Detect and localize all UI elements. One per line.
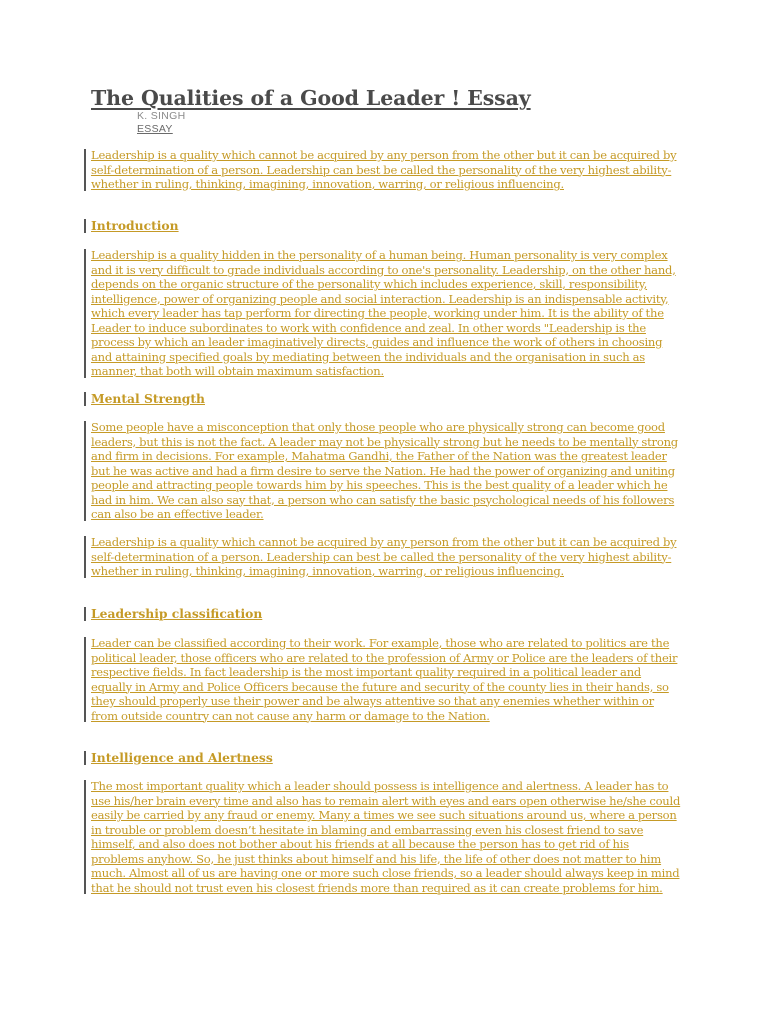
paragraph-block [84, 535, 683, 579]
margin-bar [84, 219, 86, 233]
document-title: The Qualities of a Good Leader ! Essay [91, 86, 531, 110]
paragraph: Some people have a misconception that only those people who are physically strong can become good leaders, but this is not the fact. A leader may not be physically strong but he needs to be mentally strong and firm in decisions. For example, Mahatma Gandhi, the Father of the Nation was the greatest leader but he was active and had a firm desire to serve the Nation. He had the power of organizing and uniting people and attracting people towards him by his speeches. This is the best quality of a leader which he had in him. We can also say that, a person who can satisfy the basic psychological needs of his followers can also be an effective leader. [91, 420, 678, 521]
section-heading-introduction: Introduction [91, 218, 179, 233]
paragraph: Leadership is a quality which cannot be acquired by any person from the other but it can be acquired by self-determination of a person. Leadership can best be called the personality of the very highest ability-whether in ruling, thinking, imagining, innovation, warring, or religious influencing. [91, 535, 677, 578]
section-heading-intelligence-and-alertness: Intelligence and Alertness [91, 750, 273, 765]
author-name: K. SINGH [137, 110, 186, 122]
margin-bar [84, 751, 86, 765]
paragraph: The most important quality which a leader should possess is intelligence and alertness. A leader has to use his/her brain every time and also has to remain alert with eyes and ears open otherwise he/she could easily be carried by any fraud or enemy. Many a times we see such situations around us, where a person in trouble or problem doesn’t hesitate in blaming and embarrassing even his closest friend to save himself, and also does not bother about his friends at all because the person has to get rid of his problems anyhow. So, he just thinks about himself and his life, the life of other does not matter to him much. Almost all of us are having one or more such close friends, so a leader should always keep in mind that he should not trust even his closest friends more than required as it can create problems for him. [91, 779, 681, 895]
margin-bar [84, 249, 86, 378]
category-link[interactable]: ESSAY [137, 123, 173, 135]
section-heading-block [84, 218, 179, 234]
margin-bar [84, 780, 86, 894]
paragraph-block [84, 779, 683, 895]
intro-paragraph-block [84, 148, 683, 192]
margin-bar [84, 421, 86, 521]
margin-bar [84, 607, 86, 621]
paragraph-block [84, 248, 683, 379]
paragraph: Leadership is a quality which cannot be acquired by any person from the other but it can be acquired by self-determination of a person. Leadership can best be called the personality of the very highest ability-whether in ruling, thinking, imagining, innovation, warring, or religious influencing. [91, 148, 677, 191]
margin-bar [84, 536, 86, 578]
section-heading-block [84, 750, 273, 766]
section-heading-leadership-classification: Leadership classification [91, 606, 263, 621]
paragraph-block [84, 420, 683, 522]
margin-bar [84, 149, 86, 191]
section-heading-block [84, 391, 205, 407]
paragraph: Leader can be classified according to their work. For example, those who are related to politics are the political leader, those officers who are related to the profession of Army or Police are the leaders of their respective fields. In fact leadership is the most important quality required in a political leader and equally in Army and Police Officers because the future and security of the county lies in their hands, so they should properly use their power and be always attentive so that any enemies whether within or from outside country can not cause any harm or damage to the Nation. [91, 636, 678, 723]
margin-bar [84, 392, 86, 406]
section-heading-block [84, 606, 262, 622]
paragraph: Leadership is a quality hidden in the personality of a human being. Human personality is very complex and it is very difficult to grade individuals according to one's personality. Leadership, on the other hand, depends on the organic structure of the personality which includes experience, skill, responsibility, intelligence, power of organizing people and social interaction. Leadership is an indispensable activity, which every leader has tap perform for directing the people, working under him. It is the ability of the Leader to induce subordinates to work with confidence and zeal. In other words "Leadership is the process by which an leader imaginatively directs, guides and influence the work of others in choosing and attaining specified goals by mediating between the individuals and the organisation in such as manner, that both will obtain maximum satisfaction. [91, 248, 676, 378]
margin-bar [84, 637, 86, 722]
section-heading-mental-strength: Mental Strength [91, 391, 205, 406]
paragraph-block [84, 636, 683, 723]
